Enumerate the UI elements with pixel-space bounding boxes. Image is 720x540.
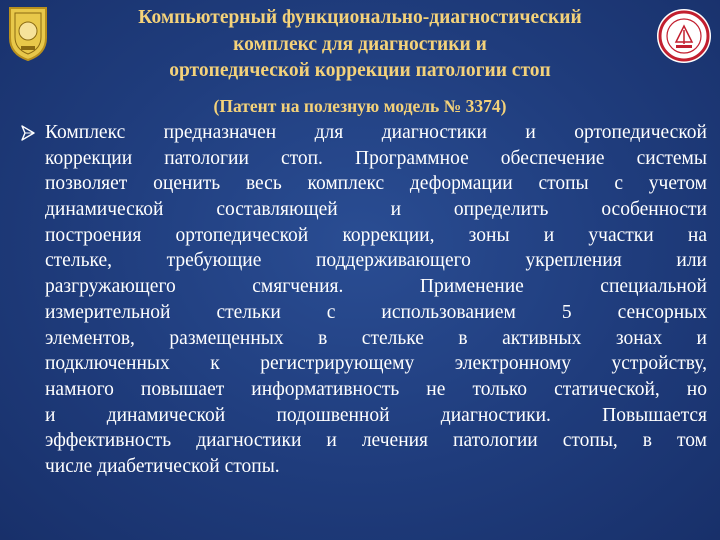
paragraph-line: измерительной стельки с использованием 5 сенсорных bbox=[45, 301, 707, 323]
paragraph-line: элементов, размещенных в стельке в активных зонах и bbox=[45, 327, 707, 349]
paragraph-line: числе диабетической стопы. bbox=[45, 455, 280, 477]
patent-subtitle: (Патент на полезную модель № 3374) bbox=[213, 96, 507, 116]
paragraph-line: намного повышает информативность не только статической, но bbox=[45, 378, 707, 400]
title-line: ортопедической коррекции патологии стоп bbox=[169, 60, 551, 81]
bullet-paragraph bbox=[45, 120, 707, 480]
paragraph-line: позволяет оценить весь комплекс деформации стопы с учетом bbox=[45, 173, 707, 195]
university-emblem-icon bbox=[6, 4, 50, 62]
paragraph-line: динамической составляющей и определить особенности bbox=[45, 199, 707, 221]
paragraph-line: коррекции патологии стоп. Программное обеспечение системы bbox=[45, 147, 707, 169]
paragraph-line: стельке, требующие поддерживающего укрепления или bbox=[45, 250, 707, 272]
title-line: комплекс для диагностики и bbox=[233, 33, 487, 55]
paragraph-line: разгружающего смягчения. Применение специальной bbox=[45, 276, 707, 298]
paragraph-line: построения ортопедической коррекции, зоны и участки на bbox=[45, 224, 707, 246]
title-line: Компьютерный функционально-диагностический bbox=[138, 7, 582, 28]
paragraph-line: эффективность диагностики и лечения патологии стопы, в том bbox=[45, 430, 707, 452]
paragraph-line: подключенных к регистрирующему электронному устройству, bbox=[45, 353, 707, 375]
arrow-bullet-icon bbox=[20, 124, 36, 142]
slide-title bbox=[60, 5, 660, 85]
paragraph-line: и динамической подошвенной диагностики. Повышается bbox=[45, 404, 707, 426]
paragraph-line: Комплекс предназначен для диагностики и ортопедической bbox=[45, 122, 707, 143]
institution-seal-icon bbox=[656, 8, 712, 64]
